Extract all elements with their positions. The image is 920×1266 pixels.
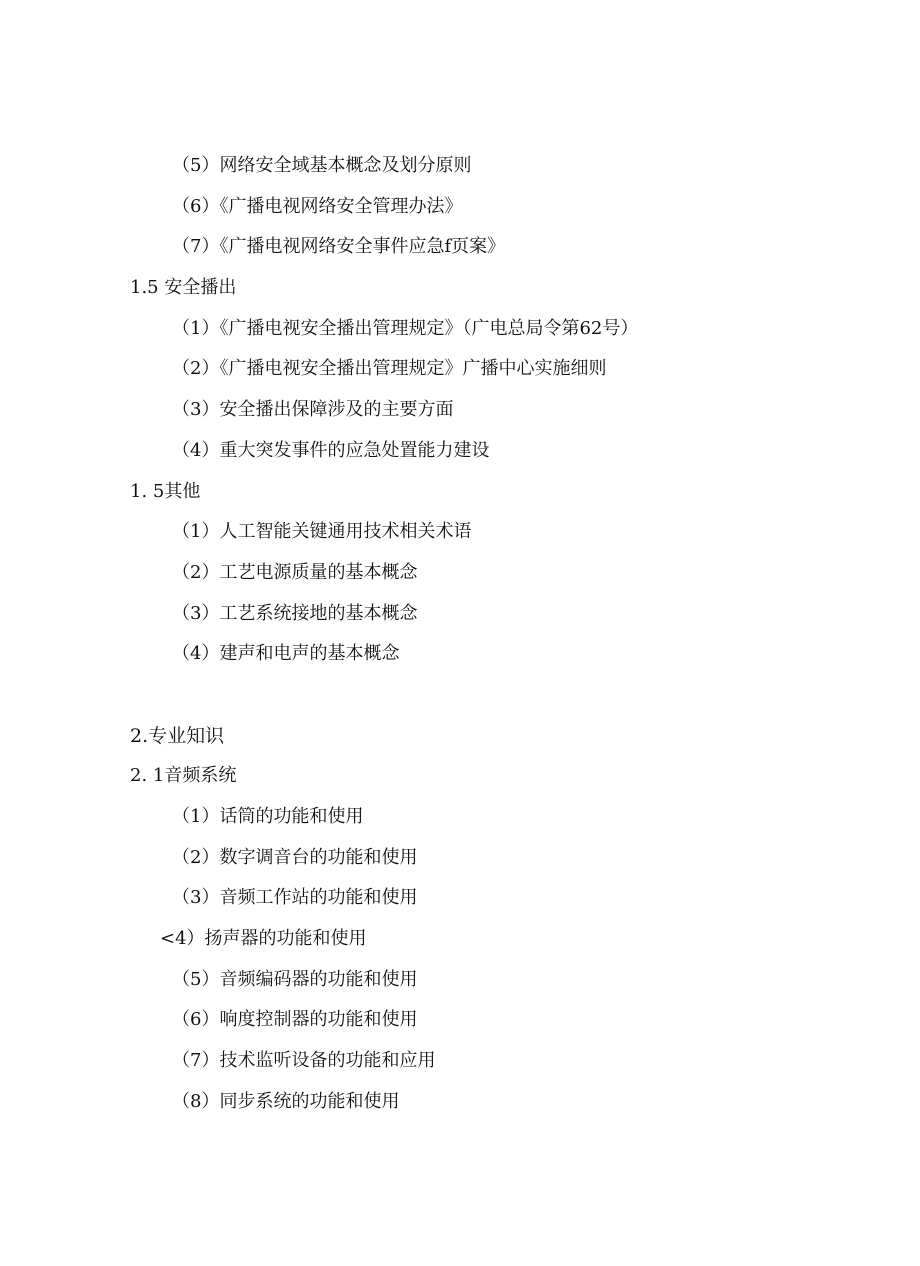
list-item: （2）《广播电视安全播出管理规定》广播中心实施细则: [172, 358, 607, 380]
list-item: （4）重大突发事件的应急处置能力建设: [172, 439, 490, 461]
list-item: （6）响度控制器的功能和使用: [172, 1009, 418, 1031]
blank-line: [0, 675, 920, 716]
document-page: [0, 146, 920, 1123]
list-item: （8）同步系统的功能和使用: [172, 1090, 400, 1112]
list-item: （4）建声和电声的基本概念: [172, 643, 400, 665]
list-item: （2）数字调音台的功能和使用: [172, 846, 418, 868]
list-item: （6）《广播电视网络安全管理办法》: [172, 195, 463, 217]
list-item: （2）工艺电源质量的基本概念: [172, 561, 418, 583]
list-item: （7）技术监听设备的功能和应用: [172, 1050, 436, 1072]
list-item: （7）《广播电视网络安全事件应急f页案》: [172, 236, 506, 258]
list-item: （3）安全播出保障涉及的主要方面: [172, 399, 454, 421]
chapter-heading: 2.专业知识: [130, 724, 225, 747]
list-item: （3）工艺系统接地的基本概念: [172, 602, 418, 624]
list-item: （1）话筒的功能和使用: [172, 806, 364, 827]
list-item: （1）《广播电视安全播出管理规定》（广电总局令第62号）: [172, 317, 639, 339]
section-heading: 1. 5其他: [130, 480, 201, 502]
list-item: （3）音频工作站的功能和使用: [172, 887, 418, 909]
list-item: （5）音频编码器的功能和使用: [172, 968, 418, 990]
list-item: <4）扬声器的功能和使用: [160, 928, 367, 950]
list-item: （5）网络安全域基本概念及划分原则: [172, 155, 472, 176]
section-heading: 1.5 安全播出: [130, 277, 237, 299]
section-heading: 2. 1音频系统: [130, 765, 237, 787]
list-item: （1）人工智能关键通用技术相关术语: [172, 521, 472, 543]
